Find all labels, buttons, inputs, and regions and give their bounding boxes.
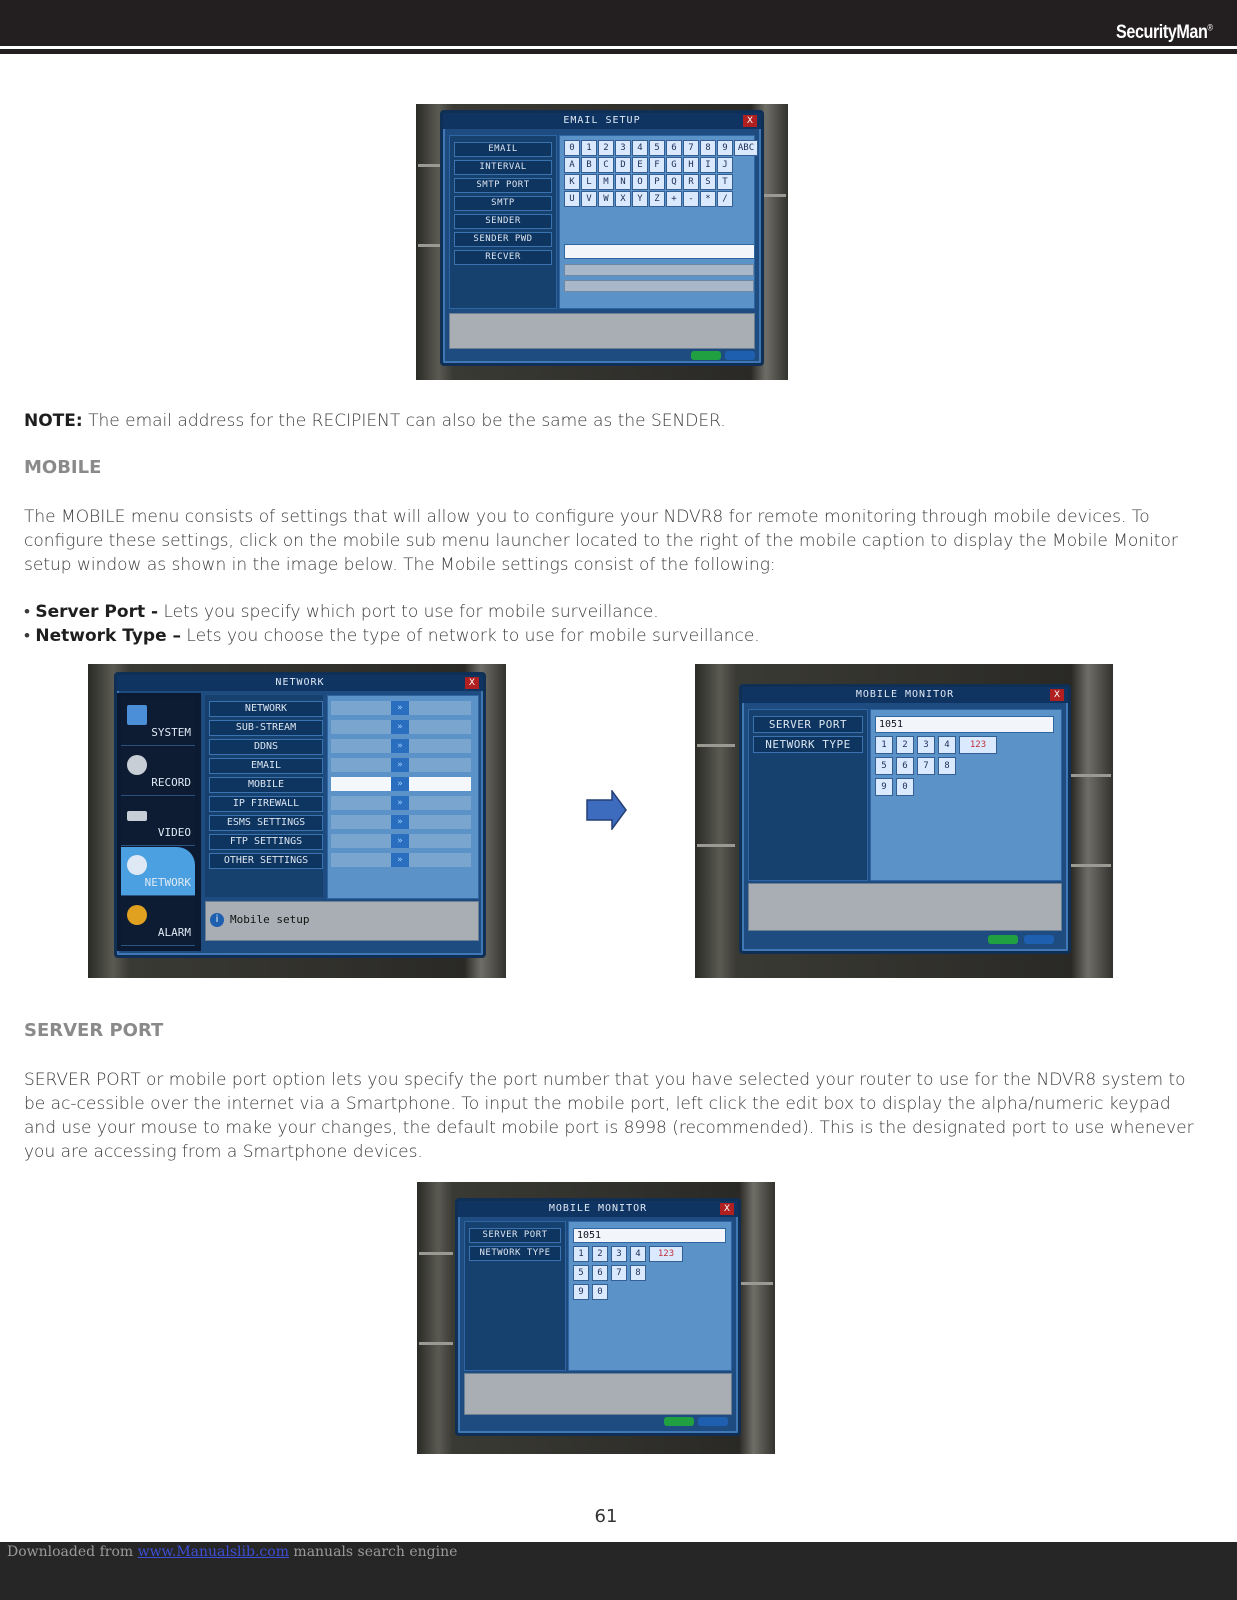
category-video[interactable]: VIDEO <box>121 797 195 846</box>
key-N[interactable]: N <box>615 174 631 190</box>
empty-row <box>564 280 754 292</box>
key-0[interactable]: 0 <box>896 778 914 796</box>
status-panel <box>205 901 479 941</box>
menu-item-recver[interactable]: RECVER <box>454 250 552 265</box>
mobile-heading: MOBILE <box>24 457 102 478</box>
key-Z[interactable]: Z <box>649 191 665 207</box>
email-setup-screenshot <box>416 104 788 380</box>
menu-item-sender-pwd[interactable]: SENDER PWD <box>454 232 552 247</box>
key-D[interactable]: D <box>615 157 631 173</box>
key-A[interactable]: A <box>564 157 580 173</box>
key-0[interactable]: 0 <box>564 140 580 156</box>
menu-item-esms-settings[interactable]: ESMS SETTINGS <box>209 815 323 831</box>
close-icon[interactable]: X <box>465 677 479 689</box>
key-9[interactable]: 9 <box>573 1284 589 1300</box>
key-6[interactable]: 6 <box>666 140 682 156</box>
menu-item-network-type[interactable]: NETWORK TYPE <box>753 736 863 753</box>
key-0[interactable]: 0 <box>592 1284 608 1300</box>
key-*[interactable]: * <box>700 191 716 207</box>
network-menu-screenshot <box>88 664 506 978</box>
key-2[interactable]: 2 <box>592 1246 608 1262</box>
key-8[interactable]: 8 <box>938 757 956 775</box>
key-5[interactable]: 5 <box>875 757 893 775</box>
key-U[interactable]: U <box>564 191 580 207</box>
key-1[interactable]: 1 <box>581 140 597 156</box>
key-M[interactable]: M <box>598 174 614 190</box>
mobile-monitor-screenshot-small <box>417 1182 775 1454</box>
mobile-monitor-title: MOBILE MONITOR <box>458 1201 738 1217</box>
key-O[interactable]: O <box>632 174 648 190</box>
server-port-paragraph: SERVER PORT or mobile port option lets you specify the port number that you have selected your router to use for the NDVR8 system to be ac-cessible over the internet via a Smartphone. To input the mobile port, left click the edit box to display the alpha/numeric keypad and use your mouse to make your changes, the default mobile port is 8998 (recommended). This is the designated port to use whenever you are accessing from a Smartphone devices. <box>24 1070 1194 1162</box>
key-X[interactable]: X <box>615 191 631 207</box>
key-+[interactable]: + <box>666 191 682 207</box>
arrow-right-icon <box>586 790 628 830</box>
note-text: NOTE: The email address for the RECIPIENT can also be the same as the SENDER. <box>24 411 726 431</box>
key-C[interactable]: C <box>598 157 614 173</box>
confirm-button[interactable] <box>698 1417 728 1426</box>
page-number: 61 <box>594 1506 618 1527</box>
key-G[interactable]: G <box>666 157 682 173</box>
key-6[interactable]: 6 <box>592 1265 608 1281</box>
menu-item-interval[interactable]: INTERVAL <box>454 160 552 175</box>
menu-item-email[interactable]: EMAIL <box>454 142 552 157</box>
launcher-icon[interactable]: » <box>391 853 409 867</box>
close-icon[interactable]: X <box>1050 689 1064 701</box>
recver-input[interactable] <box>564 244 755 259</box>
key-Y[interactable]: Y <box>632 191 648 207</box>
key-4[interactable]: 4 <box>630 1246 646 1262</box>
key-8[interactable]: 8 <box>630 1265 646 1281</box>
key-1[interactable]: 1 <box>573 1246 589 1262</box>
key-3[interactable]: 3 <box>611 1246 627 1262</box>
key-J[interactable]: J <box>717 157 733 173</box>
menu-item-smtp-port[interactable]: SMTP PORT <box>454 178 552 193</box>
menu-item-server-port[interactable]: SERVER PORT <box>753 716 863 733</box>
key-R[interactable]: R <box>683 174 699 190</box>
menu-item-smtp[interactable]: SMTP <box>454 196 552 211</box>
key-K[interactable]: K <box>564 174 580 190</box>
launcher-icon[interactable]: » <box>391 796 409 810</box>
key-Q[interactable]: Q <box>666 174 682 190</box>
empty-row <box>564 264 754 276</box>
mobile-launcher-icon[interactable]: » <box>391 777 409 791</box>
key-S[interactable]: S <box>700 174 716 190</box>
alarm-icon <box>127 905 147 925</box>
key-T[interactable]: T <box>717 174 733 190</box>
mobile-monitor-screenshot <box>695 664 1113 978</box>
key-/[interactable]: / <box>717 191 733 207</box>
key-7[interactable]: 7 <box>611 1265 627 1281</box>
confirm-button[interactable] <box>1024 935 1054 944</box>
close-icon[interactable]: X <box>743 115 757 127</box>
key-7[interactable]: 7 <box>917 757 935 775</box>
mode-key[interactable]: ABC <box>734 140 758 156</box>
network-icon <box>127 855 147 875</box>
key-V[interactable]: V <box>581 191 597 207</box>
server-port-input[interactable]: 1051 <box>573 1228 726 1243</box>
menu-item-sender[interactable]: SENDER <box>454 214 552 229</box>
key-I[interactable]: I <box>700 157 716 173</box>
network-title: NETWORK <box>117 675 483 691</box>
menu-item-email[interactable]: EMAIL <box>209 758 323 774</box>
confirm-button[interactable] <box>725 351 755 360</box>
mode-key[interactable]: 123 <box>649 1246 683 1262</box>
key-3[interactable]: 3 <box>917 736 935 754</box>
category-network[interactable]: NETWORK <box>121 847 195 896</box>
key-B[interactable]: B <box>581 157 597 173</box>
key-9[interactable]: 9 <box>717 140 733 156</box>
launcher-icon[interactable]: » <box>391 701 409 715</box>
menu-item-ftp-settings[interactable]: FTP SETTINGS <box>209 834 323 850</box>
key-P[interactable]: P <box>649 174 665 190</box>
email-setup-title: EMAIL SETUP <box>443 113 761 129</box>
menu-item-ddns[interactable]: DDNS <box>209 739 323 755</box>
server-port-heading: SERVER PORT <box>24 1020 164 1041</box>
apply-button[interactable] <box>664 1417 694 1426</box>
key-5[interactable]: 5 <box>649 140 665 156</box>
key-3[interactable]: 3 <box>615 140 631 156</box>
launcher-icon[interactable]: » <box>391 739 409 753</box>
bullet-network-type: • Network Type – Lets you choose the type of network to use for mobile surveillance. <box>24 626 760 646</box>
launcher-icon[interactable]: » <box>391 815 409 829</box>
key-E[interactable]: E <box>632 157 648 173</box>
apply-button[interactable] <box>988 935 1018 944</box>
brand-logo: SecurityMan® <box>1116 22 1213 43</box>
info-icon: i <box>210 913 224 927</box>
monitor-icon <box>127 705 147 725</box>
apply-button[interactable] <box>691 351 721 360</box>
key-F[interactable]: F <box>649 157 665 173</box>
status-text: Mobile setup <box>230 913 310 926</box>
menu-item-network[interactable]: NETWORK <box>209 701 323 717</box>
menu-item-network-type[interactable]: NETWORK TYPE <box>469 1246 561 1261</box>
category-alarm[interactable]: ALARM <box>121 897 195 946</box>
menu-item-server-port[interactable]: SERVER PORT <box>469 1228 561 1243</box>
key-2[interactable]: 2 <box>896 736 914 754</box>
key-4[interactable]: 4 <box>938 736 956 754</box>
camera-icon <box>127 811 147 821</box>
menu-item-other-settings[interactable]: OTHER SETTINGS <box>209 853 323 869</box>
key-9[interactable]: 9 <box>875 778 893 796</box>
film-reel-icon <box>127 755 147 775</box>
key-6[interactable]: 6 <box>896 757 914 775</box>
key-4[interactable]: 4 <box>632 140 648 156</box>
key-7[interactable]: 7 <box>683 140 699 156</box>
server-port-input[interactable]: 1051 <box>875 716 1054 733</box>
header-rule <box>0 49 1237 54</box>
status-panel <box>449 313 755 349</box>
manualslib-link[interactable]: www.Manualslib.com <box>137 1544 289 1560</box>
menu-item-ip-firewall[interactable]: IP FIREWALL <box>209 796 323 812</box>
category-system[interactable]: SYSTEM <box>121 697 195 746</box>
menu-item-sub-stream[interactable]: SUB-STREAM <box>209 720 323 736</box>
mobile-paragraph: The MOBILE menu consists of settings that will allow you to configure your NDVR8 for remote monitoring through mobile devices. To configure these settings, click on the mobile sub menu launcher located to the right of the mobile caption to display the Mobile Monitor setup window as shown in the image below. The Mobile settings consist of the following: <box>24 507 1178 575</box>
status-panel <box>464 1373 732 1415</box>
launcher-icon[interactable]: » <box>391 834 409 848</box>
key-1[interactable]: 1 <box>875 736 893 754</box>
key-2[interactable]: 2 <box>598 140 614 156</box>
launcher-icon[interactable]: » <box>391 758 409 772</box>
header-bar <box>0 0 1237 46</box>
launcher-icon[interactable]: » <box>391 720 409 734</box>
note-label: NOTE: <box>24 411 83 431</box>
key-H[interactable]: H <box>683 157 699 173</box>
mobile-monitor-title: MOBILE MONITOR <box>742 687 1068 703</box>
status-panel <box>748 883 1062 931</box>
bullet-server-port: • Server Port - Lets you specify which port to use for mobile surveillance. <box>24 602 659 622</box>
key-8[interactable]: 8 <box>700 140 716 156</box>
menu-item-mobile[interactable]: MOBILE <box>209 777 323 793</box>
mode-key[interactable]: 123 <box>959 736 997 754</box>
key-L[interactable]: L <box>581 174 597 190</box>
footer-text: Downloaded from www.Manualslib.com manuals search engine <box>7 1544 458 1560</box>
key-5[interactable]: 5 <box>573 1265 589 1281</box>
close-icon[interactable]: X <box>720 1203 734 1215</box>
key-W[interactable]: W <box>598 191 614 207</box>
category-record[interactable]: RECORD <box>121 747 195 796</box>
key--[interactable]: - <box>683 191 699 207</box>
